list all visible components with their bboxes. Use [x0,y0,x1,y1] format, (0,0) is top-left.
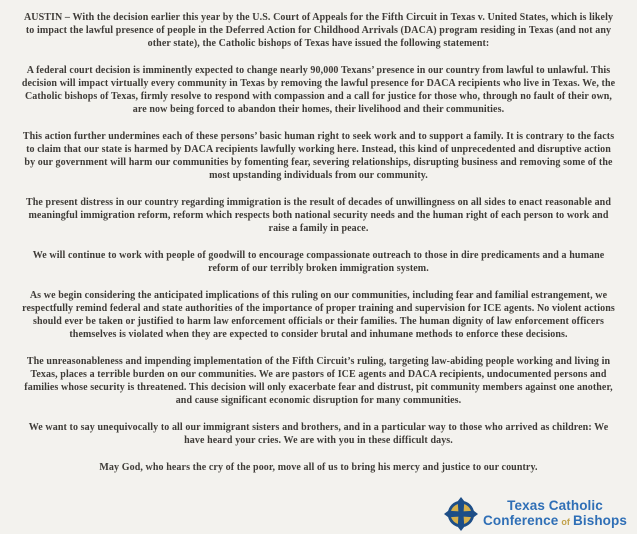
logo-word-bishops: Bishops [573,513,627,528]
statement-paragraph-6: As we begin considering the anticipated implications of this ruling on our communities, including fear and familial estrangement, we respectfully remind federal and state authorities of the importance of proper training and supervision for ICE agents. No violent actions should ever be taken or justified to harm law enforcement officials or their families. The human dignity of law enforcement officers themselves is violated when they are expected to consider brutal and inhumane methods to enforce these decisions. [22,290,615,340]
logo-line1: Texas Catholic [507,498,603,513]
logo-word-conference: Conference [483,513,559,528]
tccb-logo-text [483,498,627,530]
statement-paragraph-3: This action further undermines each of these persons’ basic human right to seek work and to support a family. It is contrary to the facts to claim that our state is harmed by DACA recipients lawfully working here. Instead, this kind of unprecedented and disruptive action by our government will harm our communities by fomenting fear, severing relationships, disrupting business and removing some of the most upstanding individuals from our community. [22,131,615,181]
statement-paragraph-9: May God, who hears the cry of the poor, move all of us to bring his mercy and justice to our country. [99,462,538,473]
statement-paragraph-5: We will continue to work with people of goodwill to encourage compassionate outreach to those in dire predicaments and a humane reform of our terribly broken immigration system. [32,250,605,274]
tccb-cross-icon [444,497,478,531]
tccb-logo [444,497,627,531]
statement-paragraph-7: The unreasonableness and impending implementation of the Fifth Circuit’s ruling, targeting law-abiding people working and living in Texas, places a terrible burden on our communities. We are pastors of ICE agents and DACA recipients, undocumented persons and families whose security is threatened. This decision will only exacerbate fear and distrust, pit community members against one another, and cause significant economic disruption for many communities. [24,356,613,406]
statement-paragraph-4: The present distress in our country regarding immigration is the result of decades of unwillingness on all sides to enact reasonable and meaningful immigration reform, reform which respects both national security needs and the human right of each person to work and raise a family in peace. [25,197,612,234]
statement-paragraph-8: We want to say unequivocally to all our immigrant sisters and brothers, and in a particular way to those who arrived as children: We have heard your cries. We are with you in these difficult days. [28,422,609,446]
logo-word-of: of [561,517,571,527]
logo-line2 [483,513,627,530]
statement-paragraph-2: A federal court decision is imminently expected to change nearly 90,000 Texans’ presence in our country from lawful to unlawful. This decision will impact virtually every community in Texas by removing the lawful presence for DACA recipients who live in Texas. We, the Catholic bishops of Texas, firmly resolve to respond with compassion and a call for justice for those who, through no fault of their own, are now being forced to abandon their homes, their livelihood and their communities. [21,65,616,115]
statement-paragraph-1: AUSTIN – With the decision earlier this year by the U.S. Court of Appeals for the Fifth Circuit in Texas v. United States, which is likely to impact the lawful presence of people in the Deferred Action for Childhood Arrivals (DACA) program residing in Texas (and not any other state), the Catholic bishops of Texas have issued the following statement: [23,12,614,49]
